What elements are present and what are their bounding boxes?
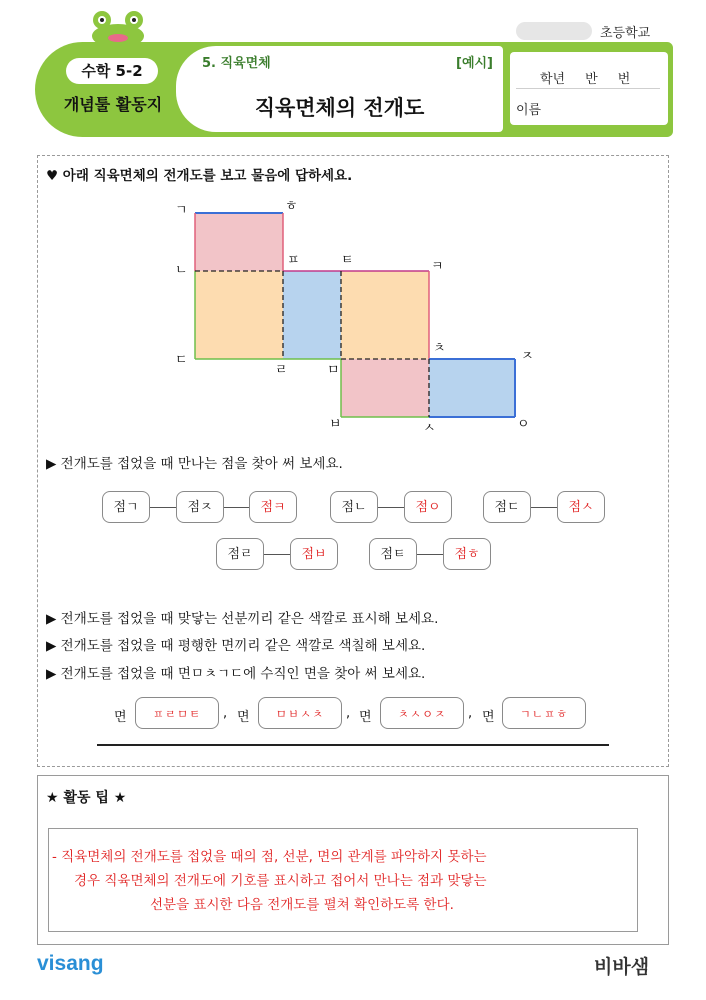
point-box: 점ㅈ xyxy=(176,491,224,523)
question-1: ▶ 전개도를 접었을 때 만나는 점을 찾아 써 보세요. xyxy=(46,456,343,472)
answer-box[interactable]: 점ㅎ xyxy=(443,538,491,570)
face-mid-blue xyxy=(283,271,341,359)
net-label-j: ㅈ xyxy=(521,349,534,364)
class-label: 반 xyxy=(585,72,598,87)
bibasam-logo: 비바샘 xyxy=(594,956,650,978)
face-answer-box[interactable]: ㅊㅅㅇㅈ xyxy=(380,697,464,729)
comma: , xyxy=(346,706,351,721)
subject-badge: 수학 5-2 xyxy=(66,58,158,84)
school-label: 초등학교 xyxy=(600,26,651,41)
net-label-b: ㅂ xyxy=(329,417,342,432)
net-label-o: ㅇ xyxy=(517,417,530,432)
answer-box[interactable]: 점ㅋ xyxy=(249,491,297,523)
page-title: 직육면체의 전개도 xyxy=(254,96,425,120)
grade-class-number xyxy=(540,68,650,87)
point-box: 점ㄴ xyxy=(330,491,378,523)
face-top-pink xyxy=(195,213,283,271)
face-prefix: 면 xyxy=(359,710,372,725)
net-label-h: ㅎ xyxy=(285,199,298,214)
connector xyxy=(222,507,252,508)
point-box: 점ㄷ xyxy=(483,491,531,523)
net-label-t: ㅌ xyxy=(341,253,354,268)
question-3: ▶ 전개도를 접었을 때 평행한 면끼리 같은 색깔로 색칠해 보세요. xyxy=(46,638,426,654)
grade-label: 학년 xyxy=(540,72,566,87)
number-label: 번 xyxy=(617,72,631,87)
frog-mascot-icon xyxy=(88,10,148,46)
net-label-ch: ㅊ xyxy=(433,341,446,356)
face-answer-box[interactable]: ㄱㄴㅍㅎ xyxy=(502,697,586,729)
tip-line: 선분을 표시한 다음 전개도를 펼쳐 확인하도록 한다. xyxy=(150,897,454,913)
net-label-k: ㅋ xyxy=(431,259,444,274)
face-prefix: 면 xyxy=(114,710,127,725)
point-box: 점ㄱ xyxy=(102,491,150,523)
info-divider xyxy=(516,88,660,89)
face-answer-box[interactable]: ㅍㄹㅁㅌ xyxy=(135,697,219,729)
question-4: ▶ 전개도를 접었을 때 면ㅁㅊㄱㄷ에 수직인 면을 찾아 써 보세요. xyxy=(46,666,426,682)
net-label-r: ㄹ xyxy=(275,363,288,378)
net-label-m: ㅁ xyxy=(327,363,340,378)
face-bottom-pink xyxy=(341,359,429,417)
face-bottom-blue xyxy=(429,359,515,417)
tip-line: - 직육면체의 전개도를 접었을 때의 점, 선분, 면의 관계를 파악하지 못하는 xyxy=(52,849,487,865)
net-label-n: ㄴ xyxy=(175,263,188,278)
comma: , xyxy=(468,706,473,721)
point-box: 점ㄹ xyxy=(216,538,264,570)
net-label-d: ㄷ xyxy=(175,353,188,368)
face-answer-box[interactable]: ㅁㅂㅅㅊ xyxy=(258,697,342,729)
face-prefix: 면 xyxy=(237,710,250,725)
name-label: 이름 xyxy=(516,103,542,118)
tip-title: ★ 활동 팁 ★ xyxy=(46,790,127,806)
face-left-orange xyxy=(195,271,283,359)
face-right-orange xyxy=(341,271,429,359)
answer-box[interactable]: 점ㅇ xyxy=(404,491,452,523)
worksheet-type: 개념툴 활동지 xyxy=(63,95,163,114)
example-badge: [예시] xyxy=(456,56,493,71)
comma: , xyxy=(223,706,228,721)
answer-box[interactable]: 점ㅂ xyxy=(290,538,338,570)
point-box: 점ㅌ xyxy=(369,538,417,570)
face-prefix: 면 xyxy=(482,710,495,725)
visang-logo: visang xyxy=(37,952,104,975)
tip-line: 경우 직육면체의 전개도에 기호를 표시하고 접어서 만나는 점과 맞닿는 xyxy=(74,873,487,889)
unit-label: 5. 직육면체 xyxy=(202,56,271,71)
answer-underline xyxy=(97,744,609,746)
question-2: ▶ 전개도를 접었을 때 맞닿는 선분끼리 같은 색깔로 표시해 보세요. xyxy=(46,611,439,627)
tip-text xyxy=(52,845,634,917)
net-label-s: ㅅ xyxy=(423,421,436,436)
net-label-g: ㄱ xyxy=(175,203,188,218)
cuboid-net-diagram xyxy=(165,198,545,438)
answer-box[interactable]: 점ㅅ xyxy=(557,491,605,523)
instruction: ♥ 아래 직육면체의 전개도를 보고 물음에 답하세요. xyxy=(46,168,353,184)
net-label-p: ㅍ xyxy=(287,253,300,268)
school-name-blank[interactable] xyxy=(516,22,592,40)
